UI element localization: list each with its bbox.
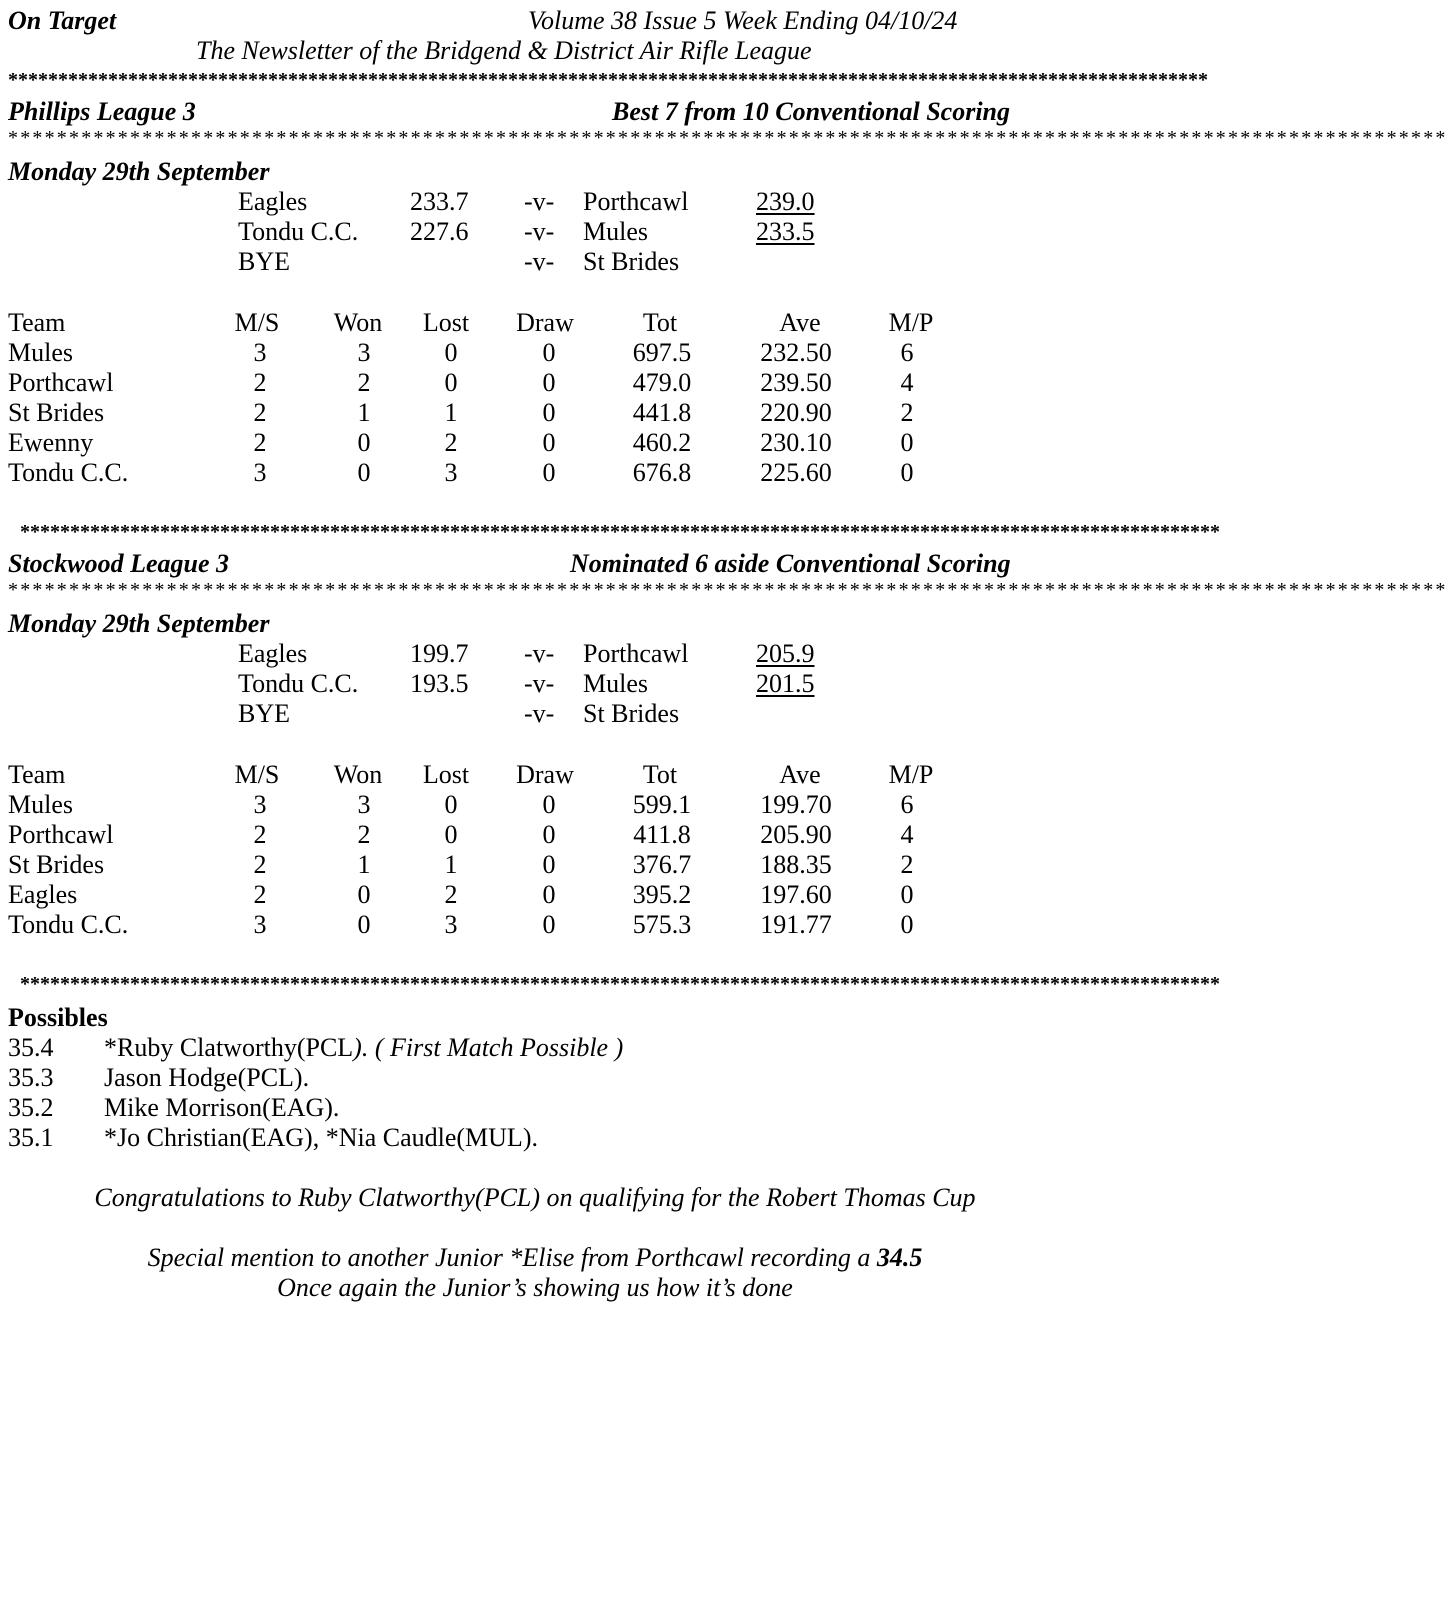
cell: 2	[253, 428, 267, 457]
column-header: Lost	[422, 760, 470, 789]
possible-names: Mike Morrison(EAG).	[104, 1093, 340, 1122]
fixture-row	[0, 639, 1093, 669]
cell: 441.8	[632, 398, 692, 427]
column-header: Won	[333, 760, 383, 789]
cell: 0	[542, 458, 556, 487]
cell: 460.2	[632, 428, 692, 457]
versus: -v-	[524, 669, 555, 698]
cell: 479.0	[632, 368, 692, 397]
cell: 0	[444, 790, 458, 819]
cell: 3	[253, 910, 267, 939]
cell: 3	[444, 458, 458, 487]
congratulations-note: Congratulations to Ruby Clatworthy(PCL) on qualifying for the Robert Thomas Cup	[94, 1183, 976, 1212]
versus: -v-	[524, 187, 555, 216]
cell: 239.50	[760, 368, 832, 397]
cell: 697.5	[632, 338, 692, 367]
cell: 3	[444, 910, 458, 939]
away-score: 201.5	[756, 669, 815, 698]
away-team: Mules	[583, 669, 648, 698]
list-item	[0, 1063, 1093, 1093]
home-team: Tondu C.C.	[238, 217, 359, 246]
cell: 376.7	[632, 850, 692, 879]
column-header: M/S	[234, 308, 280, 337]
special-mention-text: Special mention to another Junior *Elise from Porthcawl recording a	[147, 1243, 877, 1272]
column-header: M/P	[888, 760, 934, 789]
cell: 2	[253, 398, 267, 427]
cell: 3	[357, 338, 371, 367]
possible-score: 35.4	[8, 1033, 54, 1062]
cell: 6	[900, 790, 914, 819]
home-score: 199.7	[410, 639, 469, 668]
column-header: Draw	[516, 308, 574, 337]
team-cell: Tondu C.C.	[8, 458, 129, 487]
team-cell: Ewenny	[8, 428, 94, 457]
team-cell: St Brides	[8, 398, 105, 427]
cell: 0	[542, 368, 556, 397]
cell: 4	[900, 368, 914, 397]
team-cell: Tondu C.C.	[8, 910, 129, 939]
cell: 0	[542, 880, 556, 909]
cell: 4	[900, 820, 914, 849]
cell: 1	[357, 398, 371, 427]
special-mention-score: 34.5	[876, 1243, 923, 1272]
team-cell: St Brides	[8, 850, 105, 879]
cell: 575.3	[632, 910, 692, 939]
table-row	[0, 338, 1093, 368]
cell: 1	[357, 850, 371, 879]
home-team: BYE	[238, 247, 290, 276]
cell: 411.8	[633, 820, 691, 849]
table-row	[0, 458, 1093, 488]
fixture-row	[0, 669, 1093, 699]
cell: 0	[357, 910, 371, 939]
cell: 3	[253, 790, 267, 819]
possibles-heading: Possibles	[8, 1003, 108, 1032]
cell: 0	[542, 850, 556, 879]
cell: 2	[253, 850, 267, 879]
team-cell: Mules	[8, 790, 73, 819]
possible-score: 35.3	[8, 1063, 54, 1092]
team-cell: Eagles	[8, 880, 78, 909]
possible-score: 35.2	[8, 1093, 54, 1122]
list-item	[0, 1123, 1093, 1153]
cell: 2	[253, 820, 267, 849]
home-team: Tondu C.C.	[238, 669, 359, 698]
issue-info: Volume 38 Issue 5 Week Ending 04/10/24	[528, 6, 958, 35]
possible-names: *Ruby Clatworthy(PCL	[104, 1033, 354, 1062]
cell: 0	[542, 398, 556, 427]
cell: 0	[444, 820, 458, 849]
team-cell: Mules	[8, 338, 73, 367]
list-item	[0, 1093, 1093, 1123]
cell: 2	[357, 368, 371, 397]
list-item	[0, 1033, 1093, 1063]
match-date: Monday 29th September	[8, 609, 270, 638]
cell: 0	[357, 428, 371, 457]
versus: -v-	[524, 699, 555, 728]
cell: 0	[357, 880, 371, 909]
cell: 0	[444, 368, 458, 397]
home-score: 227.6	[410, 217, 469, 246]
cell: 0	[357, 458, 371, 487]
column-header: Won	[333, 308, 383, 337]
column-header: M/P	[888, 308, 934, 337]
cell: 0	[542, 910, 556, 939]
away-score: 233.5	[756, 217, 815, 246]
away-team: Porthcawl	[583, 639, 689, 668]
match-date: Monday 29th September	[8, 157, 270, 186]
column-header: Lost	[422, 308, 470, 337]
home-score: 233.7	[410, 187, 469, 216]
cell: 2	[900, 850, 914, 879]
table-row	[0, 850, 1093, 880]
team-cell: Porthcawl	[8, 820, 114, 849]
league-format: Nominated 6 aside Conventional Scoring	[570, 549, 1011, 578]
cell: 1	[444, 398, 458, 427]
versus: -v-	[524, 217, 555, 246]
away-score: 205.9	[756, 639, 815, 668]
special-mention	[0, 1243, 1070, 1273]
away-team: St Brides	[583, 247, 680, 276]
versus: -v-	[524, 247, 555, 276]
league-format: Best 7 from 10 Conventional Scoring	[612, 97, 1010, 126]
table-row	[0, 428, 1093, 458]
cell: 188.35	[760, 850, 832, 879]
away-team: Porthcawl	[583, 187, 689, 216]
cell: 0	[900, 458, 914, 487]
table-row	[0, 368, 1093, 398]
cell: 199.70	[760, 790, 832, 819]
table-row	[0, 880, 1093, 910]
divider: ************************************************************************************************************************	[8, 69, 1208, 91]
cell: 0	[542, 790, 556, 819]
cell: 0	[542, 338, 556, 367]
closing-note: Once again the Junior’s showing us how it’s done	[277, 1273, 793, 1302]
possible-names: *Jo Christian(EAG), *Nia Caudle(MUL).	[104, 1123, 538, 1152]
column-header: Draw	[516, 760, 574, 789]
cell: 395.2	[632, 880, 692, 909]
away-team: Mules	[583, 217, 648, 246]
cell: 205.90	[760, 820, 832, 849]
cell: 2	[444, 428, 458, 457]
cell: 232.50	[760, 338, 832, 367]
table-row	[0, 790, 1093, 820]
divider: ************************************************************************************************************************	[20, 973, 1220, 995]
cell: 197.60	[760, 880, 832, 909]
newsletter-subtitle: The Newsletter of the Bridgend & District Air Rifle League	[196, 36, 812, 65]
cell: 2	[253, 368, 267, 397]
cell: 0	[444, 338, 458, 367]
fixture-row	[0, 217, 1093, 247]
table-header	[0, 760, 1093, 790]
away-team: St Brides	[583, 699, 680, 728]
fixture-row	[0, 247, 1093, 277]
team-cell: Porthcawl	[8, 368, 114, 397]
divider: **********************************************************************************************************************	[8, 579, 1448, 601]
versus: -v-	[524, 639, 555, 668]
cell: 0	[542, 428, 556, 457]
cell: 6	[900, 338, 914, 367]
cell: 220.90	[760, 398, 832, 427]
cell: 599.1	[632, 790, 692, 819]
cell: 3	[253, 338, 267, 367]
home-team: Eagles	[238, 639, 308, 668]
newsletter-title: On Target	[8, 6, 117, 35]
cell: 2	[253, 880, 267, 909]
possible-names: Jason Hodge(PCL).	[104, 1063, 310, 1092]
cell: 3	[357, 790, 371, 819]
cell: 191.77	[760, 910, 832, 939]
fixture-row	[0, 699, 1093, 729]
column-header: Tot	[642, 308, 678, 337]
column-header: Team	[8, 760, 66, 789]
cell: 0	[900, 880, 914, 909]
cell: 0	[900, 428, 914, 457]
fixture-row	[0, 187, 1093, 217]
cell: 2	[444, 880, 458, 909]
possible-note: ). ( First Match Possible )	[353, 1033, 624, 1062]
away-score: 239.0	[756, 187, 815, 216]
cell: 230.10	[760, 428, 832, 457]
cell: 3	[253, 458, 267, 487]
cell: 0	[900, 910, 914, 939]
table-row	[0, 910, 1093, 940]
divider: ************************************************************************************************************************	[20, 521, 1220, 543]
league-name: Stockwood League 3	[8, 549, 229, 578]
column-header: Team	[8, 308, 66, 337]
cell: 225.60	[760, 458, 832, 487]
cell: 1	[444, 850, 458, 879]
column-header: M/S	[234, 760, 280, 789]
possible-score: 35.1	[8, 1123, 54, 1152]
league-name: Phillips League 3	[8, 97, 196, 126]
cell: 2	[357, 820, 371, 849]
cell: 2	[900, 398, 914, 427]
cell: 676.8	[632, 458, 692, 487]
column-header: Tot	[642, 760, 678, 789]
home-team: BYE	[238, 699, 290, 728]
table-header	[0, 308, 1093, 338]
table-row	[0, 820, 1093, 850]
column-header: Ave	[779, 308, 821, 337]
divider: **********************************************************************************************************************	[8, 127, 1448, 149]
cell: 0	[542, 820, 556, 849]
column-header: Ave	[779, 760, 821, 789]
home-team: Eagles	[238, 187, 308, 216]
home-score: 193.5	[410, 669, 469, 698]
table-row	[0, 398, 1093, 428]
